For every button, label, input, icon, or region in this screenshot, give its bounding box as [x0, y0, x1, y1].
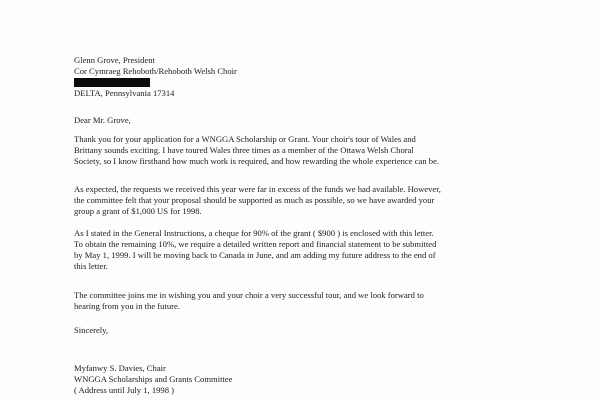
- salutation-text: Dear Mr. Grove,: [74, 115, 131, 125]
- signer-title: WNGGA Scholarships and Grants Committee: [74, 374, 233, 384]
- paragraph-line: the committee felt that your proposal should be supported as much as possible, so we have awarded your: [74, 195, 435, 205]
- paragraph-line: The committee joins me in wishing you and your choir a very successful tour, and we look forward to: [74, 290, 424, 300]
- recipient-name: Glenn Grove, President: [74, 55, 155, 65]
- paragraph-line: this letter.: [74, 261, 108, 271]
- paragraph-line: by May 1, 1999. I will be moving back to Canada in June, and am adding my future address to the end of: [74, 250, 436, 260]
- paragraph-1: [74, 134, 554, 167]
- recipient-address: [74, 55, 554, 99]
- paragraph-line: As expected, the requests we received this year were far in excess of the funds we had available. However,: [74, 184, 441, 194]
- recipient-organization: Cor Cymraeg Rehoboth/Rehoboth Welsh Choir: [74, 66, 237, 76]
- redacted-street-address: [74, 78, 150, 87]
- closing: [74, 325, 554, 336]
- salutation: [74, 115, 554, 126]
- paragraph-line: To obtain the remaining 10%, we require a detailed written report and financial statement to be submitted: [74, 239, 437, 249]
- paragraph-line: Brittany sounds exciting. I have toured Wales three times as a member of the Ottawa Welsh Choral: [74, 145, 414, 155]
- recipient-city: DELTA, Pennsylvania 17314: [74, 88, 175, 98]
- paragraph-line: As I stated in the General Instructions, a cheque for 90% of the grant ( $900 ) is enclosed with this letter.: [74, 228, 434, 238]
- signature-block: [74, 363, 554, 396]
- paragraph-line: Society, so I know firsthand how much work is required, and how rewarding the whole experience can be.: [74, 156, 440, 166]
- paragraph-line: hearing from you in the future.: [74, 301, 180, 311]
- paragraph-2: [74, 184, 554, 217]
- paragraph-4: [74, 290, 554, 312]
- paragraph-3: [74, 228, 554, 272]
- paragraph-line: Thank you for your application for a WNGGA Scholarship or Grant. Your choir's tour of Wales and: [74, 134, 416, 144]
- paragraph-line: group a grant of $1,000 US for 1998.: [74, 206, 202, 216]
- closing-text: Sincerely,: [74, 325, 109, 335]
- signer-name: Myfanwy S. Davies, Chair: [74, 363, 166, 373]
- signer-address-note: ( Address until July 1, 1998 ): [74, 385, 175, 395]
